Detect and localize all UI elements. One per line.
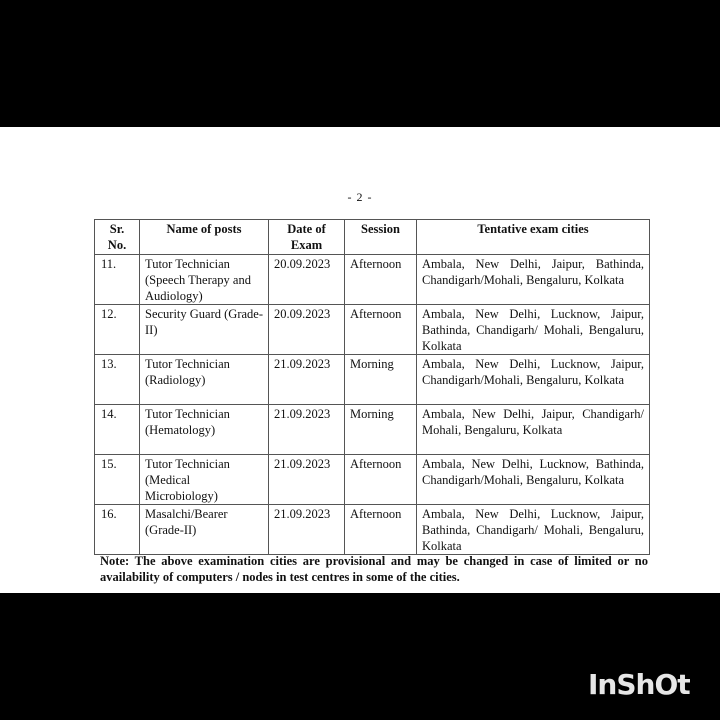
table-row [95, 255, 650, 305]
document-page [0, 127, 720, 593]
cell-sr: 13. [95, 355, 140, 405]
table-row [95, 505, 650, 555]
inshot-watermark-logo: InShOt [588, 668, 690, 701]
cell-cities: Ambala, New Delhi, Jaipur, Chandigarh/ Mohali, Bengaluru, Kolkata [417, 405, 650, 455]
cell-date: 21.09.2023 [269, 405, 345, 455]
cell-cities: Ambala, New Delhi, Lucknow, Bathinda, Chandigarh/Mohali, Bengaluru, Kolkata [417, 455, 650, 505]
table-row [95, 405, 650, 455]
cell-post-name: Security Guard (Grade-II) [140, 305, 269, 355]
header-sr-no: Sr. No. [95, 220, 140, 255]
cell-date: 21.09.2023 [269, 455, 345, 505]
table-row [95, 455, 650, 505]
provisional-note: Note: The above examination cities are provisional and may be changed in case of limited or no availability of computers / nodes in test centres in some of the cities. [100, 554, 648, 584]
cell-session: Afternoon [345, 305, 417, 355]
cell-session: Afternoon [345, 505, 417, 555]
cell-sr: 11. [95, 255, 140, 305]
header-exam-cities: Tentative exam cities [417, 220, 650, 255]
table-row [95, 355, 650, 405]
header-session: Session [345, 220, 417, 255]
cell-post-name: Tutor Technician (Medical Microbiology) [140, 455, 269, 505]
cell-sr: 15. [95, 455, 140, 505]
cell-session: Morning [345, 355, 417, 405]
cell-session: Morning [345, 405, 417, 455]
header-date-of-exam: Date of Exam [269, 220, 345, 255]
cell-session: Afternoon [345, 255, 417, 305]
exam-schedule-table [94, 219, 650, 555]
cell-session: Afternoon [345, 455, 417, 505]
page-number: - 2 - [347, 190, 373, 204]
cell-post-name: Tutor Technician (Hematology) [140, 405, 269, 455]
cell-post-name: Tutor Technician (Speech Therapy and Audiology) [140, 255, 269, 305]
cell-cities: Ambala, New Delhi, Jaipur, Bathinda, Chandigarh/Mohali, Bengaluru, Kolkata [417, 255, 650, 305]
cell-date: 21.09.2023 [269, 355, 345, 405]
table-row [95, 305, 650, 355]
cell-cities: Ambala, New Delhi, Lucknow, Jaipur, Bathinda, Chandigarh/ Mohali, Bengaluru, Kolkata [417, 305, 650, 355]
cell-sr: 12. [95, 305, 140, 355]
table-header-row [95, 220, 650, 255]
cell-cities: Ambala, New Delhi, Lucknow, Jaipur, Chandigarh/Mohali, Bengaluru, Kolkata [417, 355, 650, 405]
cell-date: 21.09.2023 [269, 505, 345, 555]
cell-sr: 14. [95, 405, 140, 455]
cell-post-name: Tutor Technician (Radiology) [140, 355, 269, 405]
cell-date: 20.09.2023 [269, 255, 345, 305]
header-name-of-posts: Name of posts [140, 220, 269, 255]
cell-post-name: Masalchi/Bearer (Grade-II) [140, 505, 269, 555]
cell-date: 20.09.2023 [269, 305, 345, 355]
cell-cities: Ambala, New Delhi, Lucknow, Jaipur, Bathinda, Chandigarh/ Mohali, Bengaluru, Kolkata [417, 505, 650, 555]
cell-sr: 16. [95, 505, 140, 555]
